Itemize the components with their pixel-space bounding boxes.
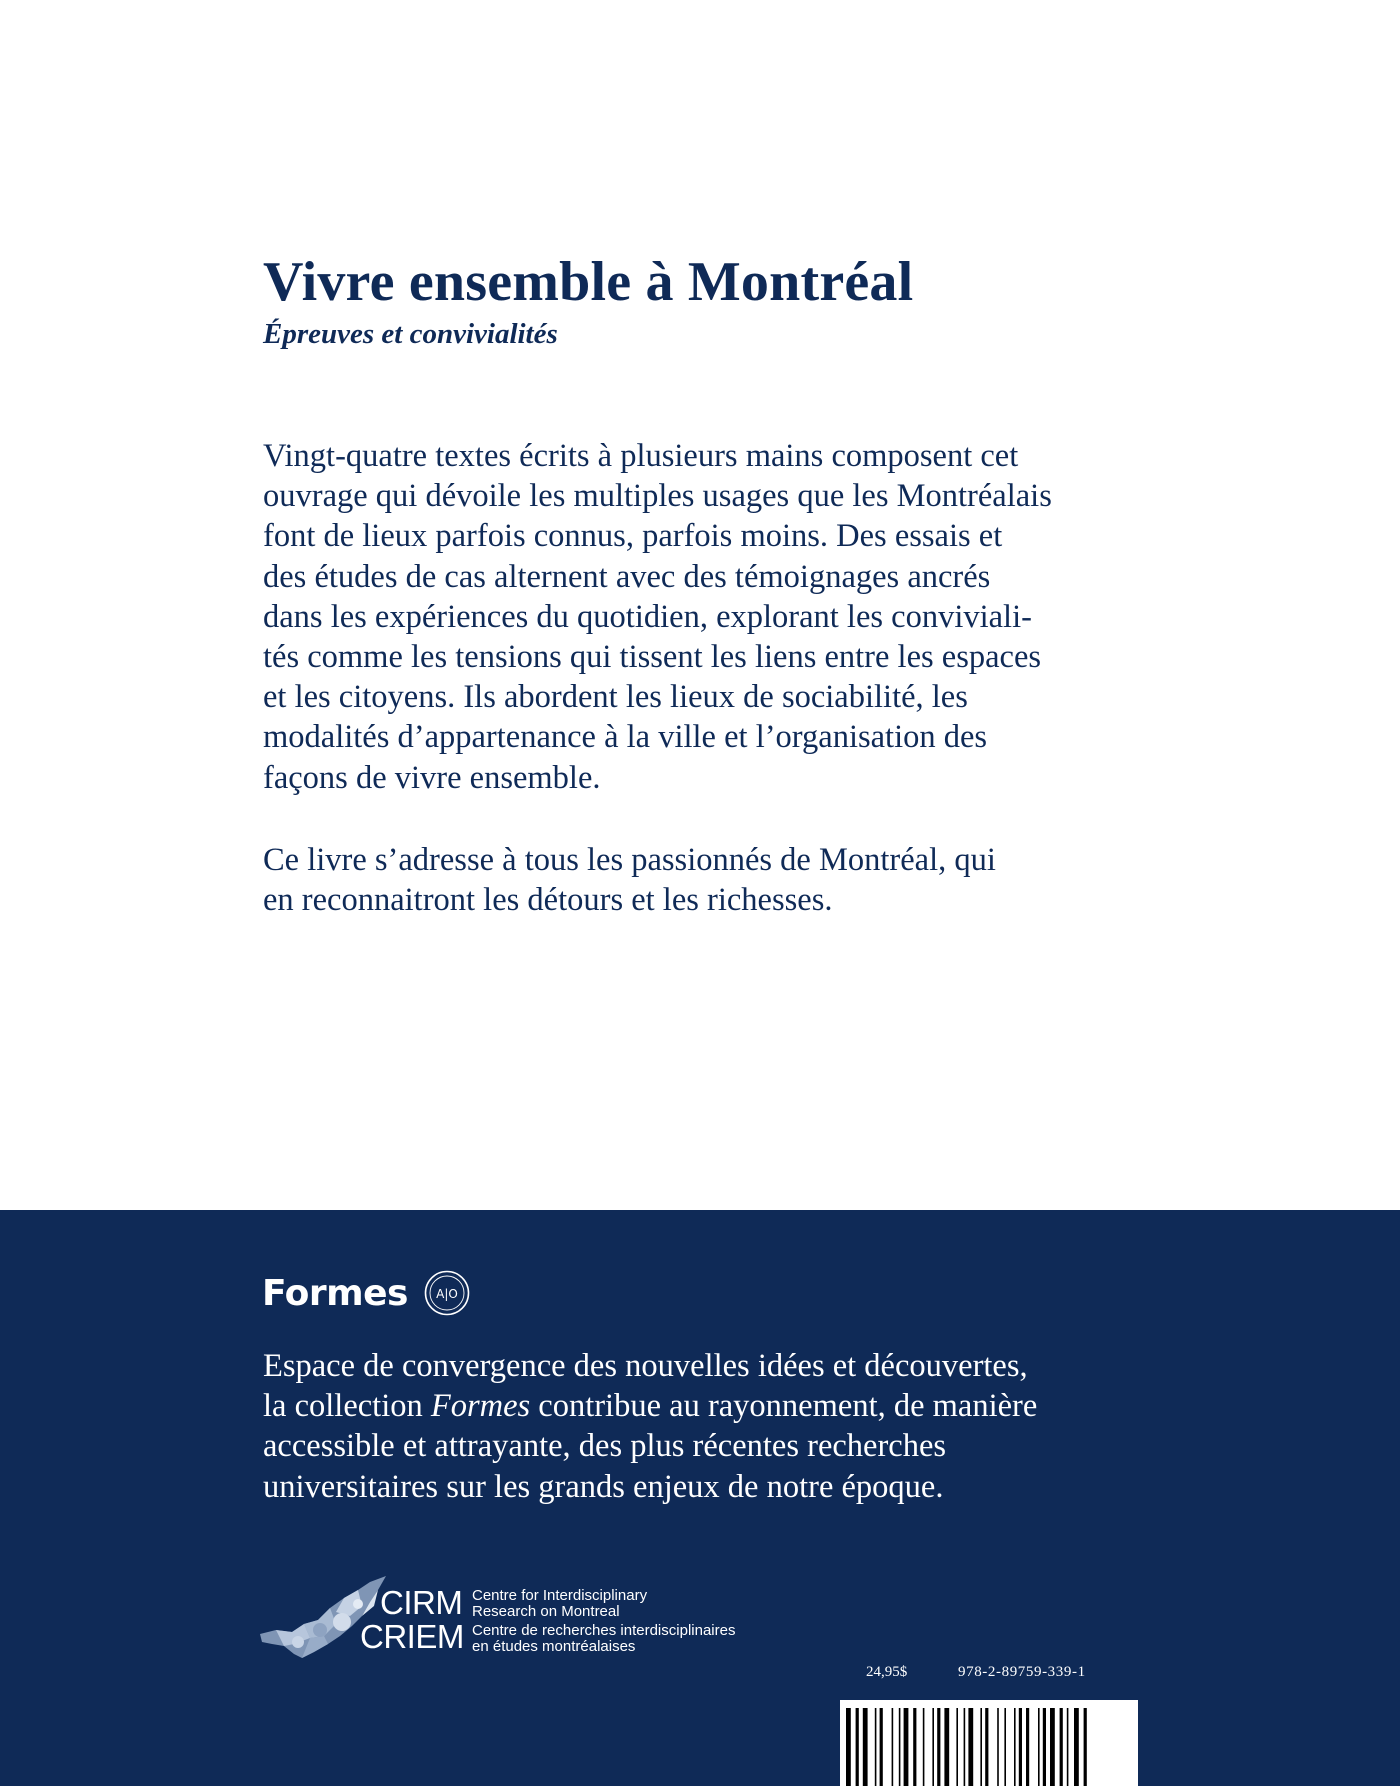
book-closing-paragraph — [263, 840, 996, 920]
barcode-bar — [899, 1708, 901, 1786]
formes-seal-text: A|O — [436, 1287, 458, 1301]
barcode-bar — [964, 1708, 966, 1786]
barcode-bar — [1043, 1708, 1046, 1786]
barcode-bar — [863, 1708, 868, 1786]
cirm-name-en — [472, 1588, 647, 1620]
description-line: façons de vivre ensemble. — [263, 759, 601, 796]
barcode-bar — [980, 1708, 982, 1786]
book-description — [263, 436, 1143, 798]
description-line: tés comme les tensions qui tissent les liens entre les espaces — [263, 639, 1042, 676]
collection-line: universitaires sur les grands enjeux de notre époque. — [263, 1468, 944, 1505]
barcode-bar — [944, 1708, 949, 1786]
closing-line: en reconnaitront les détours et les richesses. — [263, 882, 833, 919]
collection-line-text: contribue au rayonnement, de manière — [530, 1388, 1038, 1425]
cirm-name-en-line: Research on Montreal — [472, 1603, 620, 1620]
formes-wordmark: Formes — [262, 1272, 408, 1314]
isbn-barcode — [840, 1700, 1138, 1786]
isbn-label: 978-2-89759-339-1 — [958, 1664, 1086, 1680]
barcode-bar — [956, 1708, 958, 1786]
criem-acronym: CRIEM — [360, 1618, 464, 1655]
barcode-bar — [904, 1708, 909, 1786]
description-line: font de lieux parfois connus, parfois moins. Des essais et — [263, 518, 1003, 555]
barcode-bar — [1014, 1708, 1016, 1786]
barcode-bar — [1074, 1708, 1079, 1786]
cirm-name-en-line: Centre for Interdisciplinary — [472, 1587, 648, 1604]
description-line: et les citoyens. Ils abordent les lieux de sociabilité, les — [263, 679, 968, 716]
barcode-bar — [1004, 1708, 1006, 1786]
barcode-bar — [937, 1708, 940, 1786]
barcode-bar — [997, 1708, 999, 1786]
description-line: Vingt-quatre textes écrits à plusieurs mains composent cet — [263, 438, 1019, 474]
barcode-bar — [1084, 1708, 1087, 1786]
barcode-bar — [932, 1708, 934, 1786]
closing-line: Ce livre s’adresse à tous les passionnés de Montréal, qui — [263, 842, 996, 878]
barcode-bar — [968, 1708, 973, 1786]
criem-name-fr-line: Centre de recherches interdisciplinaires — [472, 1622, 736, 1639]
barcode-bar — [846, 1708, 851, 1786]
criem-name-fr — [472, 1623, 735, 1655]
collection-description — [263, 1346, 1037, 1507]
barcode-bar — [856, 1708, 859, 1786]
formes-seal-icon — [424, 1270, 470, 1316]
description-line: dans les expériences du quotidien, explorant les conviviali- — [263, 598, 1032, 635]
cirm-criem-logo — [258, 1570, 758, 1660]
barcode-bar — [1067, 1708, 1069, 1786]
cirm-acronym: CIRM — [380, 1584, 463, 1621]
barcode-bar — [1038, 1708, 1040, 1786]
barcode-bar — [880, 1708, 883, 1786]
barcode-bar — [875, 1708, 877, 1786]
collection-line — [263, 1386, 1037, 1426]
collection-line: accessible et attrayante, des plus récentes recherches — [263, 1428, 947, 1465]
description-line: modalités d’appartenance à la ville et l’organisation des — [263, 719, 988, 756]
description-line: des études de cas alternent avec des témoignages ancrés — [263, 558, 991, 595]
barcode-bar — [923, 1708, 925, 1786]
barcode-bar — [1026, 1708, 1029, 1786]
criem-name-fr-line: en études montréalaises — [472, 1638, 636, 1655]
barcode-bar — [892, 1708, 894, 1786]
barcode-bar — [1050, 1708, 1055, 1786]
description-line: ouvrage qui dévoile les multiples usages que les Montréalais — [263, 478, 1052, 515]
book-subtitle: Épreuves et convivialités — [263, 318, 558, 350]
collection-line: Espace de convergence des nouvelles idées et découvertes, — [263, 1348, 1028, 1384]
barcode-bar — [985, 1708, 988, 1786]
price-label: 24,95$ — [866, 1664, 908, 1680]
barcode-bar — [1019, 1708, 1022, 1786]
barcode-bar — [1060, 1708, 1063, 1786]
collection-line-text: la collection — [263, 1388, 431, 1425]
collection-name-italic: Formes — [430, 1388, 531, 1425]
barcode-bar — [913, 1708, 916, 1786]
formes-logo — [262, 1270, 470, 1316]
book-title: Vivre ensemble à Montréal — [263, 251, 914, 313]
